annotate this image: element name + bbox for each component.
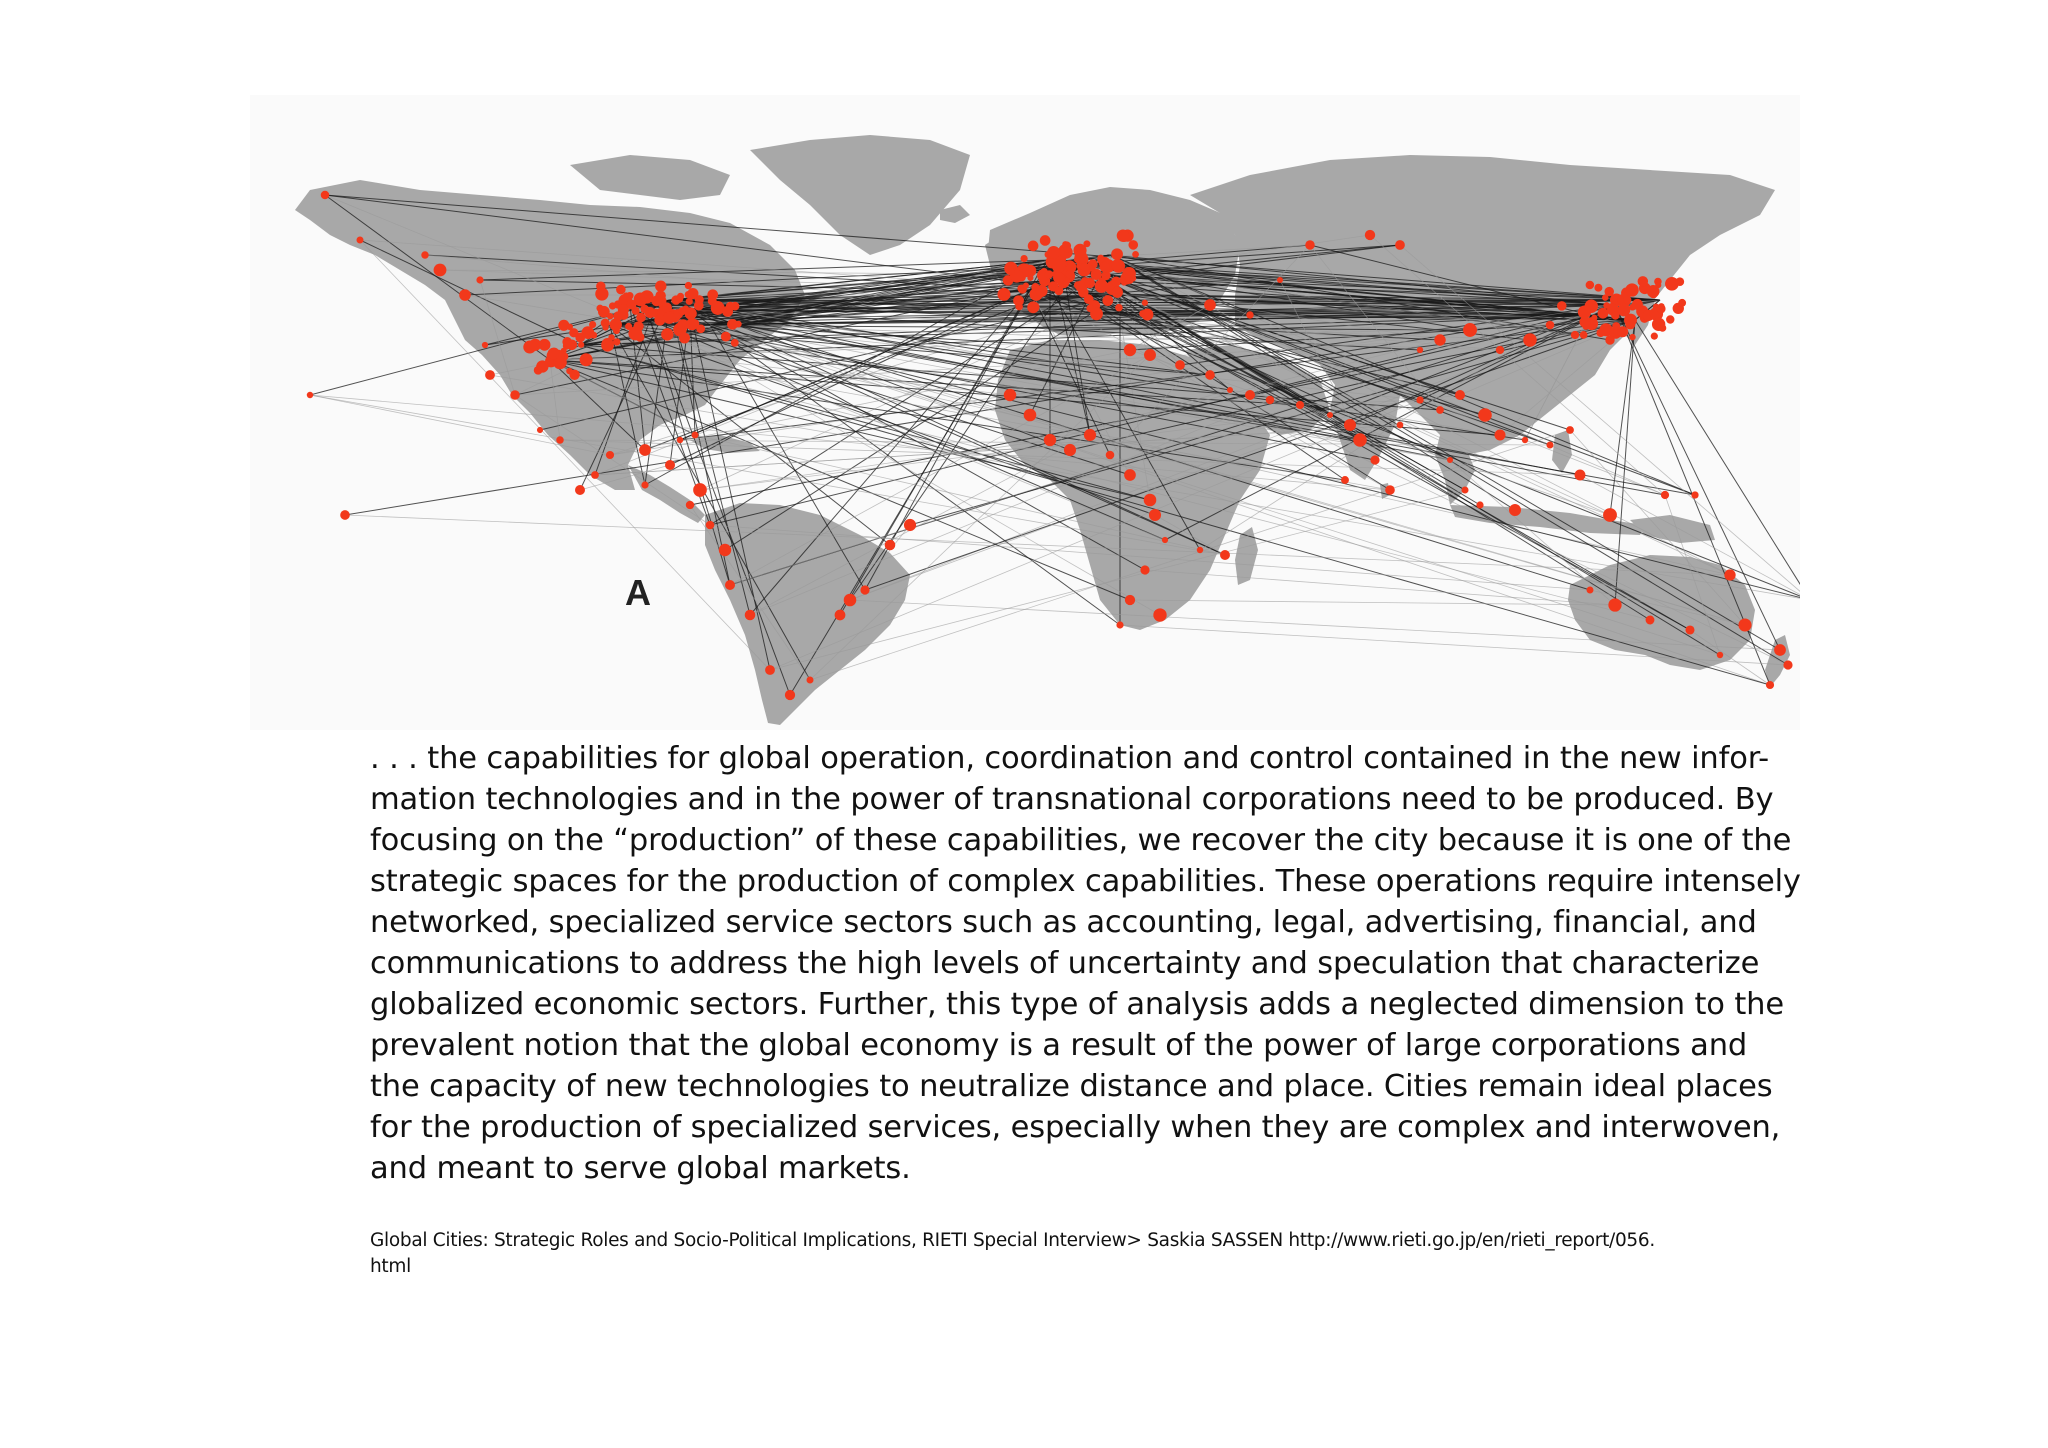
- city-node: [688, 310, 696, 318]
- city-node: [1587, 587, 1594, 594]
- quote-line: prevalent notion that the global economy is a result of the power of large corporations and: [370, 1028, 1748, 1063]
- city-node: [1305, 240, 1314, 249]
- city-node: [693, 483, 707, 497]
- quote-line: focusing on the “production” of these capabilities, we recover the city because it is one of the: [370, 823, 1792, 858]
- city-node: [1591, 315, 1597, 321]
- city-node: [566, 368, 572, 374]
- city-node: [1691, 491, 1698, 498]
- city-node: [1245, 390, 1255, 400]
- city-node: [1598, 308, 1609, 319]
- city-node: [1365, 230, 1375, 240]
- city-node: [1144, 349, 1156, 361]
- city-node: [340, 510, 350, 520]
- city-node: [679, 333, 690, 344]
- city-node: [726, 302, 735, 311]
- city-node: [1327, 412, 1333, 418]
- city-node: [1141, 309, 1153, 321]
- city-node: [860, 585, 869, 594]
- city-node: [476, 276, 483, 283]
- city-node: [1023, 282, 1029, 288]
- city-node: [609, 302, 616, 309]
- city-node: [625, 323, 632, 330]
- city-node: [1099, 262, 1109, 272]
- city-node: [1651, 333, 1658, 340]
- city-node: [1724, 569, 1735, 580]
- city-node: [606, 451, 614, 459]
- city-node: [1128, 240, 1138, 250]
- citation-line: html: [370, 1256, 411, 1277]
- city-node: [459, 289, 471, 301]
- quote-line: globalized economic sectors. Further, this type of analysis adds a neglected dimension to the: [370, 987, 1784, 1022]
- city-node: [1647, 285, 1660, 298]
- city-node: [1656, 304, 1665, 313]
- city-node: [665, 460, 675, 470]
- city-node: [1603, 508, 1617, 522]
- quote-line: networked, specialized service sectors such as accounting, legal, advertising, financial, and: [370, 905, 1757, 940]
- city-node: [1783, 660, 1792, 669]
- city-node: [663, 312, 675, 324]
- city-node: [1220, 550, 1230, 560]
- city-node: [1434, 334, 1445, 345]
- city-node: [578, 342, 584, 348]
- city-node: [1623, 296, 1631, 304]
- city-node: [602, 324, 608, 330]
- city-node: [1149, 509, 1161, 521]
- city-node: [1227, 387, 1233, 393]
- city-node: [562, 337, 572, 347]
- city-node: [1197, 547, 1203, 553]
- network-link: [1145, 570, 1615, 605]
- quote-line: and meant to serve global markets.: [370, 1151, 911, 1186]
- city-node: [692, 432, 699, 439]
- city-node: [1121, 279, 1127, 285]
- city-node: [1509, 504, 1521, 516]
- city-node: [997, 288, 1010, 301]
- citation: [370, 1228, 1670, 1280]
- city-node: [1476, 501, 1483, 508]
- city-node: [1629, 334, 1635, 340]
- city-node: [1496, 346, 1504, 354]
- city-node: [613, 311, 623, 321]
- city-node: [1385, 485, 1395, 495]
- city-node: [1522, 437, 1528, 443]
- city-node: [1004, 389, 1016, 401]
- quote-line: strategic spaces for the production of complex capabilities. These operations require intensely: [370, 864, 1801, 899]
- city-node: [1624, 314, 1637, 327]
- city-node: [1083, 240, 1090, 247]
- city-node: [1144, 494, 1157, 507]
- city-node: [1102, 295, 1113, 306]
- city-node: [1162, 537, 1168, 543]
- city-node: [1579, 316, 1590, 327]
- city-node: [685, 282, 692, 289]
- city-node: [1277, 277, 1283, 283]
- city-node: [1040, 235, 1051, 246]
- city-node: [598, 306, 610, 318]
- city-node: [765, 665, 775, 675]
- quote-line: for the production of specialized services, especially when they are complex and interwoven,: [370, 1110, 1781, 1145]
- city-node: [677, 437, 684, 444]
- city-node: [676, 296, 683, 303]
- city-node: [1085, 278, 1095, 288]
- city-node: [1084, 429, 1096, 441]
- city-node: [1463, 323, 1477, 337]
- city-node: [1204, 299, 1216, 311]
- city-node: [904, 519, 916, 531]
- city-node: [1111, 248, 1123, 260]
- city-node: [616, 285, 626, 295]
- city-node: [1047, 246, 1060, 259]
- city-node: [1246, 311, 1253, 318]
- city-node: [1586, 281, 1595, 290]
- city-node: [1142, 300, 1148, 306]
- city-node: [1119, 231, 1130, 242]
- city-node: [1575, 470, 1586, 481]
- city-node: [1125, 595, 1135, 605]
- city-node: [1580, 331, 1588, 339]
- city-node: [434, 264, 447, 277]
- map-svg: [250, 95, 1800, 730]
- city-node: [1353, 433, 1367, 447]
- city-node: [1052, 259, 1066, 273]
- city-node: [639, 444, 651, 456]
- city-node: [1678, 299, 1686, 307]
- city-node: [1130, 275, 1136, 281]
- city-node: [640, 305, 649, 314]
- city-node: [1417, 347, 1423, 353]
- city-node: [686, 501, 694, 509]
- city-node: [844, 594, 857, 607]
- city-node: [1395, 240, 1405, 250]
- quote-line: mation technologies and in the power of transnational corporations need to be produced. By: [370, 782, 1774, 817]
- city-node: [1717, 652, 1723, 658]
- city-node: [696, 324, 705, 333]
- city-node: [356, 236, 363, 243]
- city-node: [1205, 370, 1215, 380]
- city-node: [1738, 618, 1751, 631]
- city-node: [1436, 406, 1444, 414]
- city-node: [731, 339, 739, 347]
- city-node: [1106, 451, 1115, 460]
- city-node: [548, 348, 560, 360]
- city-node: [1546, 321, 1555, 330]
- city-node: [421, 251, 428, 258]
- city-node: [1044, 434, 1056, 446]
- city-node: [1632, 299, 1643, 310]
- city-node: [307, 392, 313, 398]
- city-node: [1028, 241, 1039, 252]
- city-node: [1086, 305, 1093, 312]
- city-node: [1053, 272, 1064, 283]
- city-node: [482, 342, 488, 348]
- city-node: [1008, 268, 1014, 274]
- city-node: [807, 677, 814, 684]
- city-node: [721, 332, 731, 342]
- city-node: [1494, 429, 1505, 440]
- city-node: [580, 353, 593, 366]
- city-node: [1774, 644, 1786, 656]
- city-node: [1646, 616, 1655, 625]
- city-node: [885, 540, 896, 551]
- city-node: [1602, 294, 1608, 300]
- city-node: [1612, 322, 1620, 330]
- city-node: [1659, 324, 1667, 332]
- city-node: [719, 544, 731, 556]
- city-node: [1585, 299, 1598, 312]
- city-node: [1124, 344, 1136, 356]
- city-node: [485, 370, 495, 380]
- city-node: [682, 305, 689, 312]
- city-node: [510, 390, 520, 400]
- city-node: [1766, 681, 1774, 689]
- city-node: [1666, 315, 1674, 323]
- city-node: [1296, 401, 1304, 409]
- quote-line: the capacity of new technologies to neutralize distance and place. Cities remain ideal places: [370, 1069, 1773, 1104]
- world-city-network-map: [250, 95, 1800, 730]
- city-node: [556, 436, 564, 444]
- city-node: [1153, 608, 1166, 621]
- city-node: [601, 339, 614, 352]
- city-node: [1557, 301, 1567, 311]
- city-node: [1081, 263, 1090, 272]
- city-node: [644, 291, 652, 299]
- city-node: [1015, 303, 1023, 311]
- city-node: [1112, 287, 1123, 298]
- city-node: [708, 296, 717, 305]
- citation-line: Global Cities: Strategic Roles and Socio-Political Implications, RIETI Special Interview> Saskia SASSEN http://www.rieti.go.jp/en/rieti_report/056.: [370, 1230, 1655, 1251]
- city-node: [1461, 486, 1468, 493]
- city-node: [1447, 457, 1453, 463]
- city-node: [662, 303, 672, 313]
- city-node: [1546, 441, 1553, 448]
- city-node: [727, 319, 738, 330]
- city-node: [1020, 255, 1027, 262]
- city-node: [1478, 408, 1492, 422]
- city-node: [1140, 565, 1149, 574]
- city-node: [569, 328, 578, 337]
- city-node: [1571, 331, 1579, 339]
- city-node: [537, 427, 543, 433]
- city-node: [1605, 335, 1614, 344]
- city-node: [1115, 304, 1123, 312]
- city-node: [534, 366, 543, 375]
- continents: [295, 135, 1790, 725]
- network-link: [1130, 600, 1615, 605]
- city-node: [694, 301, 704, 311]
- city-node: [641, 481, 648, 488]
- quote-text: [370, 738, 1801, 1189]
- city-node: [1064, 246, 1071, 253]
- city-node: [745, 610, 756, 621]
- city-node: [1603, 302, 1610, 309]
- city-node: [1111, 259, 1122, 270]
- city-node: [1054, 286, 1063, 295]
- city-node: [591, 471, 599, 479]
- city-node: [596, 281, 605, 290]
- city-node: [613, 338, 620, 345]
- city-node: [589, 321, 596, 328]
- quote-line: . . . the capabilities for global operation, coordination and control contained in the new infor-: [370, 741, 1769, 776]
- city-node: [1045, 270, 1053, 278]
- city-node: [529, 339, 541, 351]
- city-node: [1111, 277, 1121, 287]
- city-node: [1665, 277, 1679, 291]
- city-node: [1035, 285, 1047, 297]
- city-node: [1024, 409, 1037, 422]
- city-node: [655, 290, 666, 301]
- city-node: [575, 485, 585, 495]
- city-node: [785, 690, 795, 700]
- city-node: [1523, 333, 1537, 347]
- city-node: [687, 288, 698, 299]
- city-node: [1074, 256, 1082, 264]
- city-node: [590, 332, 597, 339]
- city-node: [1341, 476, 1349, 484]
- city-node: [1608, 598, 1621, 611]
- city-node: [1132, 251, 1139, 258]
- city-node: [1066, 270, 1075, 279]
- city-node: [1416, 396, 1423, 403]
- city-node: [1594, 284, 1602, 292]
- city-node: [1685, 625, 1694, 634]
- city-node: [835, 610, 846, 621]
- city-node: [706, 521, 715, 530]
- city-node: [1566, 426, 1574, 434]
- network-link: [1610, 320, 1635, 515]
- city-node: [1095, 279, 1108, 292]
- city-node: [661, 328, 673, 340]
- city-node: [1124, 469, 1136, 481]
- city-node: [1027, 301, 1039, 313]
- panel-label: A: [625, 572, 651, 613]
- city-node: [636, 313, 646, 323]
- landmass-arctic-islands: [570, 155, 730, 200]
- city-node: [1116, 621, 1123, 628]
- city-node: [1266, 396, 1274, 404]
- city-node: [1455, 390, 1465, 400]
- city-node: [1397, 422, 1404, 429]
- city-node: [655, 280, 666, 291]
- quote-line: communications to address the high levels of uncertainty and speculation that characterize: [370, 946, 1760, 981]
- city-node: [725, 580, 735, 590]
- city-node: [1344, 419, 1356, 431]
- city-node: [1370, 455, 1379, 464]
- city-node: [321, 191, 330, 200]
- city-node: [1638, 276, 1648, 286]
- city-node: [1175, 360, 1185, 370]
- city-node: [1064, 444, 1076, 456]
- city-node: [1661, 491, 1669, 499]
